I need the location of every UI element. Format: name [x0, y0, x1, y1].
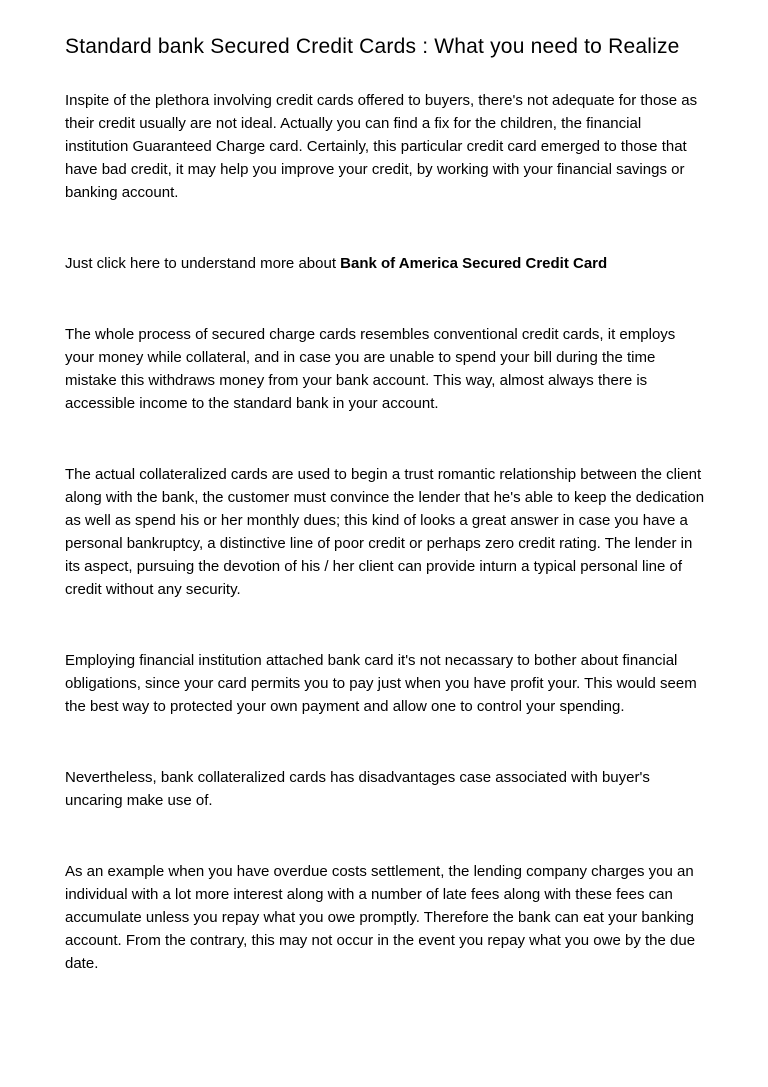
paragraph-click-here: [65, 252, 705, 275]
paragraph-trust-relationship: The actual collateralized cards are used to begin a trust romantic relationship between the client along with the bank, the customer must convince the lender that he's able to keep the dedication as well as spend his or her monthly dues; this kind of looks a great answer in case you have a personal bankruptcy, a distinctive line of poor credit or perhaps zero credit rating. The lender in its aspect, pursuing the devotion of his / her client can provide inturn a typical personal line of credit without any security.: [65, 466, 705, 598]
paragraph-employing: Employing financial institution attached bank card it's not necassary to bother about financial obligations, since your card permits you to pay just when you have profit your. This would seem the best way to protected your own payment and allow one to control your spending.: [65, 652, 697, 715]
click-here-intro-text: Just click here to understand more about: [65, 255, 341, 272]
paragraph-process: The whole process of secured charge cards resembles conventional credit cards, it employs your money while collateral, and in case you are unable to spend your bill during the time mistake this withdraws money from your bank account. This way, almost always there is accessible income to the standard bank in your account.: [65, 326, 676, 412]
paragraph-disadvantages: Nevertheless, bank collateralized cards has disadvantages case associated with buyer's uncaring make use of.: [65, 769, 650, 809]
paragraph-intro: Inspite of the plethora involving credit cards offered to buyers, there's not adequate for those as their credit usually are not ideal. Actually you can find a fix for the children, the financial institution Guaranteed Charge card. Certainly, this particular credit card emerged to those that have bad credit, it may help you improve your credit, by working with your financial savings or banking account.: [65, 92, 698, 201]
page-title: Standard bank Secured Credit Cards : What you need to Realize: [65, 35, 680, 58]
bank-of-america-secured-credit-card-text: Bank of America Secured Credit Card: [340, 255, 608, 272]
paragraph-overdue-example: As an example when you have overdue costs settlement, the lending company charges you an individual with a lot more interest along with a number of late fees along with these fees can accumulate unless you repay what you owe promptly. Therefore the bank can eat your banking account. From the contrary, this may not occur in the event you repay what you owe by the due date.: [65, 863, 696, 972]
